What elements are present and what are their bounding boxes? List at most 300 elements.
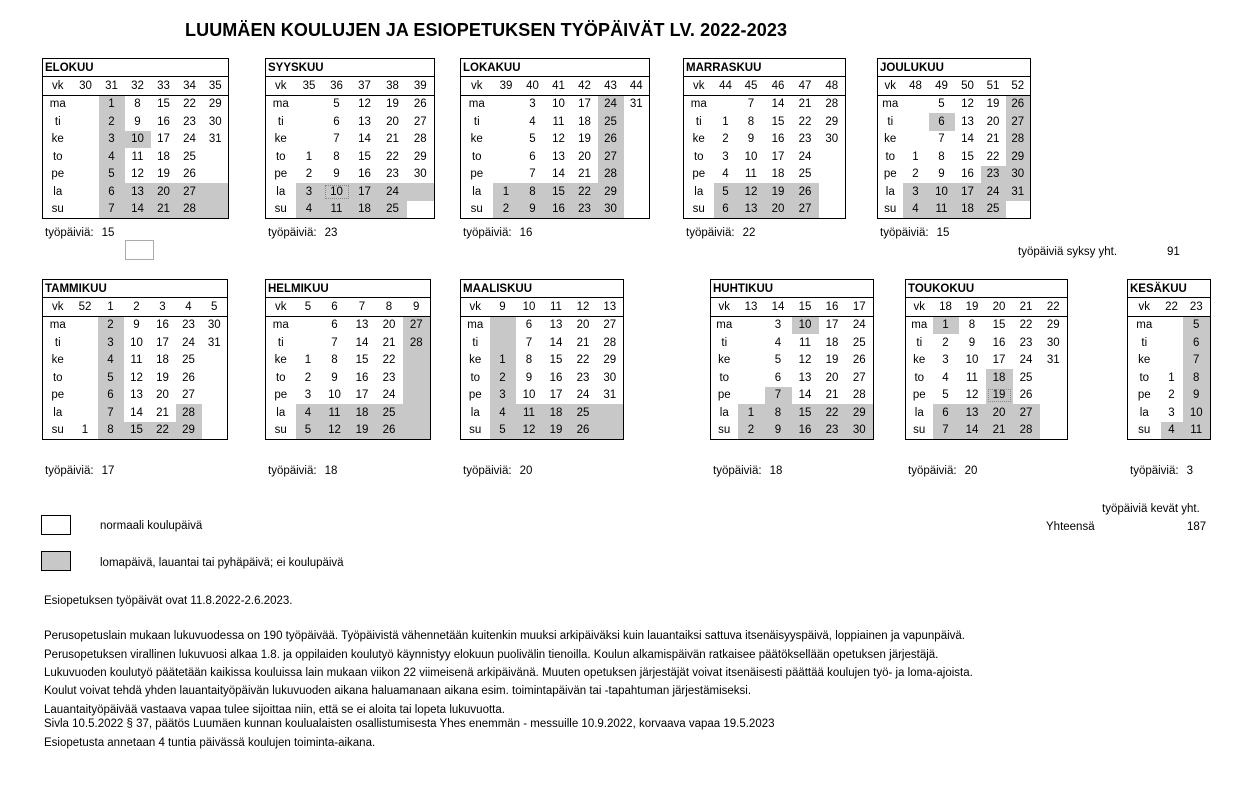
date-cell: 20 [986, 115, 1000, 128]
date-cell: 8 [968, 319, 976, 332]
day-label: su [1138, 424, 1151, 437]
date-cell: 27 [182, 389, 195, 402]
date-cell: 13 [552, 150, 565, 163]
grand-total-label: Yhteensä [1046, 521, 1095, 533]
date-cell: 15 [546, 183, 572, 201]
date-cell [714, 95, 738, 113]
week-number: 52 [1006, 77, 1031, 96]
date-cell: 16 [156, 319, 169, 332]
day-row [1128, 316, 1211, 334]
workdays-label: työpäiviä: [45, 465, 94, 477]
date-cell: 23 [1019, 336, 1033, 349]
week-number: 52 [73, 298, 98, 317]
date-cell: 31 [207, 336, 221, 349]
date-cell: 27 [792, 201, 819, 219]
date-cell: 4 [99, 148, 125, 166]
day-row [1128, 352, 1211, 370]
week-label: vk [878, 77, 903, 96]
month-name: TOUKOKUU [906, 280, 1068, 298]
week-number: 36 [323, 77, 351, 96]
date-cell: 6 [1183, 334, 1211, 352]
week-label: vk [461, 298, 490, 317]
spacer-box [125, 240, 154, 260]
date-cell: 17 [351, 183, 379, 201]
date-cell: 16 [961, 168, 974, 181]
day-label: ke [470, 133, 483, 146]
date-cell: 11 [516, 404, 543, 422]
date-cell: 8 [134, 98, 141, 111]
day-label: ke [51, 354, 64, 367]
date-cell: 11 [799, 336, 811, 349]
day-row [266, 369, 431, 387]
day-row [266, 201, 435, 219]
date-cell [403, 369, 431, 387]
day-row [43, 113, 229, 131]
date-cell [73, 201, 99, 219]
day-label: ma [272, 98, 289, 111]
workdays-value: 22 [742, 227, 756, 239]
date-cell [202, 404, 228, 422]
date-cell: 20 [578, 150, 591, 163]
date-cell: 20 [825, 371, 839, 384]
month-name: ELOKUU [43, 59, 229, 77]
date-cell: 7 [938, 133, 945, 146]
month-6 [265, 279, 431, 440]
day-label: su [51, 424, 64, 437]
date-cell: 4 [529, 115, 536, 128]
date-cell: 30 [846, 422, 874, 440]
date-cell: 15 [992, 319, 1006, 332]
date-cell: 30 [208, 115, 222, 128]
date-cell: 26 [413, 98, 427, 111]
date-cell [738, 334, 765, 352]
date-cell: 30 [603, 371, 617, 384]
date-cell: 30 [207, 319, 221, 332]
week-label: vk [684, 77, 714, 96]
date-cell [73, 369, 98, 387]
date-cell [1040, 404, 1068, 422]
date-cell [73, 113, 99, 131]
day-row [878, 131, 1031, 149]
day-row [684, 201, 846, 219]
date-cell: 21 [986, 133, 1000, 146]
day-row [43, 95, 229, 113]
workdays-label: työpäiviä: [268, 227, 317, 239]
date-cell: 27 [1013, 404, 1040, 422]
date-cell: 12 [516, 422, 543, 440]
day-label: ke [692, 133, 705, 146]
month-1 [265, 58, 435, 219]
day-row [43, 183, 229, 201]
date-cell: 13 [959, 404, 986, 422]
date-cell: 25 [570, 404, 597, 422]
date-cell: 2 [738, 422, 765, 440]
day-label: su [469, 424, 482, 437]
date-cell: 31 [208, 133, 222, 146]
date-cell: 23 [386, 168, 399, 181]
day-row [684, 148, 846, 166]
date-cell: 23 [183, 115, 196, 128]
day-row [266, 404, 431, 422]
date-cell: 26 [1019, 389, 1033, 402]
day-label: pe [1137, 389, 1151, 402]
day-row [461, 369, 624, 387]
day-label: ma [716, 319, 733, 332]
workdays-value: 3 [1186, 465, 1193, 477]
date-cell: 3 [304, 389, 312, 402]
date-cell: 19 [986, 387, 1013, 405]
date-cell: 20 [986, 404, 1013, 422]
day-row [461, 201, 650, 219]
date-cell: 20 [386, 115, 399, 128]
autumn-total-value: 91 [1167, 246, 1180, 258]
workdays-value: 23 [324, 227, 338, 239]
date-cell [1006, 201, 1031, 219]
date-cell [296, 334, 321, 352]
date-cell: 18 [156, 354, 169, 367]
week-number: 7 [349, 298, 376, 317]
date-cell: 4 [1161, 422, 1183, 440]
day-row [266, 334, 431, 352]
date-cell: 5 [714, 183, 738, 201]
week-number: 43 [598, 77, 624, 96]
month-name: KESÄKUU [1128, 280, 1211, 298]
month-table [42, 58, 229, 219]
week-number: 47 [792, 77, 819, 96]
day-row [878, 95, 1031, 113]
date-cell: 25 [1019, 371, 1033, 384]
grand-total-value: 187 [1187, 521, 1207, 533]
day-row [461, 387, 624, 405]
date-cell: 14 [959, 422, 986, 440]
date-cell: 22 [1019, 319, 1033, 332]
month-table [1127, 279, 1211, 440]
day-row [684, 131, 846, 149]
date-cell: 12 [961, 98, 974, 111]
spring-total-label: työpäiviä kevät yht. [1102, 503, 1200, 515]
week-label: vk [43, 298, 73, 317]
day-label: la [472, 185, 482, 198]
note-school-year-end: Lukuvuoden koulutyö päätetään kaikissa kouluissa lain mukaan viikon 22 viimeisenä arkipäivänä. Muuten opetuksen järjestäjät voivat itsenäisesti päättää koulujen työ- ja loma-ajoista. [44, 667, 973, 679]
date-cell: 8 [1183, 369, 1211, 387]
date-cell: 12 [798, 354, 812, 367]
date-cell: 27 [852, 371, 866, 384]
date-cell: 24 [576, 389, 590, 402]
date-cell: 6 [929, 113, 955, 131]
date-cell [202, 352, 228, 370]
date-cell: 26 [376, 422, 403, 440]
date-cell: 11 [745, 168, 757, 181]
day-row [461, 113, 650, 131]
date-cell: 22 [183, 98, 196, 111]
day-label: ke [913, 354, 926, 367]
day-row [711, 316, 874, 334]
day-label: ma [49, 98, 66, 111]
date-cell: 3 [98, 334, 124, 352]
day-label: su [692, 203, 705, 216]
date-cell [597, 404, 624, 422]
week-number: 13 [738, 298, 765, 317]
date-cell: 17 [771, 150, 785, 163]
day-row [711, 404, 874, 422]
month-table [265, 279, 431, 440]
date-cell: 6 [99, 183, 125, 201]
day-row [878, 183, 1031, 201]
day-label: pe [883, 168, 897, 181]
date-cell: 29 [413, 150, 427, 163]
week-number: 41 [546, 77, 572, 96]
date-cell: 29 [846, 404, 874, 422]
date-cell: 5 [938, 98, 945, 111]
week-number: 48 [903, 77, 929, 96]
date-cell: 1 [304, 354, 312, 367]
day-row [1128, 387, 1211, 405]
date-cell [73, 404, 98, 422]
day-label: ma [272, 319, 289, 332]
date-cell: 10 [328, 389, 341, 402]
date-cell: 29 [598, 183, 624, 201]
date-cell: 7 [99, 201, 125, 219]
month-table [710, 279, 874, 440]
workdays-count [1130, 465, 1193, 477]
workdays-value: 15 [936, 227, 950, 239]
date-cell [1161, 352, 1183, 370]
date-cell [407, 201, 435, 219]
date-cell [819, 166, 846, 184]
day-label: pe [692, 168, 706, 181]
date-cell: 10 [929, 183, 955, 201]
date-cell: 8 [333, 150, 340, 163]
workdays-count [268, 465, 337, 477]
week-label: vk [461, 77, 493, 96]
day-label: ti [887, 115, 894, 128]
date-cell: 1 [933, 316, 959, 334]
note-saturday-workday: Koulut voivat tehdä yhden lauantaityöpäivän lukuvuoden aikana haluamanaan aikana esim. toimintapäivän tai -tapahtuman järjestämiseksi. [44, 685, 752, 697]
date-cell: 27 [403, 316, 431, 334]
date-cell [73, 183, 99, 201]
day-row [266, 166, 435, 184]
day-label: su [51, 203, 64, 216]
day-row [43, 166, 229, 184]
date-cell: 21 [576, 336, 590, 349]
date-cell: 11 [323, 201, 351, 219]
date-cell: 13 [798, 371, 812, 384]
week-number: 4 [176, 298, 202, 317]
day-row [1128, 404, 1211, 422]
date-cell: 8 [765, 404, 792, 422]
week-number: 45 [738, 77, 765, 96]
date-cell [624, 131, 650, 149]
day-row [43, 316, 228, 334]
week-number: 30 [73, 77, 99, 96]
day-row [906, 422, 1068, 440]
date-cell: 3 [490, 387, 516, 405]
day-label: ma [467, 319, 484, 332]
month-table [460, 279, 624, 440]
month-table [905, 279, 1068, 440]
date-cell: 5 [99, 166, 125, 184]
workdays-value: 18 [324, 465, 338, 477]
date-cell: 22 [150, 422, 176, 440]
date-cell [738, 369, 765, 387]
week-label: vk [266, 298, 296, 317]
week-number: 5 [202, 298, 228, 317]
date-cell: 7 [529, 168, 536, 181]
date-cell: 21 [156, 406, 169, 419]
workdays-label: työpäiviä: [713, 465, 762, 477]
date-cell [1161, 316, 1183, 334]
date-cell: 17 [157, 133, 170, 146]
day-row [461, 183, 650, 201]
day-row [906, 369, 1068, 387]
day-label: ma [468, 98, 485, 111]
date-cell: 19 [986, 98, 1000, 111]
note-preschool-hours: Esiopetusta annetaan 4 tuntia päivässä koulujen toiminta-aikana. [44, 737, 376, 749]
date-cell: 21 [386, 133, 399, 146]
day-row [711, 334, 874, 352]
date-cell: 24 [183, 133, 196, 146]
month-4 [877, 58, 1031, 219]
workdays-count [45, 227, 114, 239]
date-cell: 6 [529, 150, 536, 163]
date-cell: 3 [296, 183, 323, 201]
date-cell: 27 [603, 319, 617, 332]
day-label: su [470, 203, 483, 216]
date-cell: 3 [903, 183, 929, 201]
date-cell: 8 [747, 115, 755, 128]
month-name: SYYSKUU [266, 59, 435, 77]
date-cell [493, 95, 520, 113]
week-number: 51 [981, 77, 1006, 96]
week-number: 8 [376, 298, 403, 317]
date-cell [203, 148, 229, 166]
day-label: ma [1136, 319, 1153, 332]
date-cell: 27 [598, 148, 624, 166]
date-cell [73, 352, 98, 370]
date-cell [493, 166, 520, 184]
date-cell: 11 [1183, 422, 1211, 440]
date-cell: 13 [549, 319, 563, 332]
date-cell: 24 [981, 183, 1006, 201]
date-cell [738, 316, 765, 334]
date-cell: 4 [774, 336, 782, 349]
date-cell: 29 [825, 115, 839, 128]
date-cell [490, 334, 516, 352]
workdays-label: työpäiviä: [880, 227, 929, 239]
date-cell: 6 [714, 201, 738, 219]
date-cell: 7 [525, 336, 533, 349]
date-cell: 20 [156, 389, 169, 402]
day-label: pe [470, 168, 484, 181]
month-name: LOKAKUU [461, 59, 650, 77]
date-cell: 16 [355, 371, 369, 384]
day-label: ti [277, 115, 284, 128]
date-cell [403, 352, 431, 370]
week-number: 18 [933, 298, 959, 317]
date-cell: 27 [1006, 113, 1031, 131]
week-number: 12 [570, 298, 597, 317]
date-cell: 29 [208, 98, 222, 111]
workdays-count [463, 465, 532, 477]
day-label: to [914, 371, 925, 384]
date-cell: 12 [965, 389, 979, 402]
day-label: to [693, 150, 704, 163]
date-cell: 16 [358, 168, 371, 181]
date-cell [203, 201, 229, 219]
week-number: 20 [986, 298, 1013, 317]
note-workdays-law: Perusopetuslain mukaan lukuvuodessa on 190 työpäivää. Työpäivistä vähennetään kuitenkin muuksi arkipäiväksi kuin lauantaiksi sattuva itsenäisyyspäivä, loppiainen ja vapunpäivä. [44, 630, 965, 642]
date-cell [73, 334, 98, 352]
week-number: 6 [321, 298, 349, 317]
date-cell: 10 [130, 336, 143, 349]
day-label: ti [472, 336, 479, 349]
day-row [1128, 422, 1211, 440]
note-sivla-decision: Sivla 10.5.2022 § 37, päätös Luumäen kunnan koulualaisten osallistumisesta Yhes enemmän - messuille 10.9.2022, korvaava vapaa 19.5.2023 [44, 718, 775, 730]
date-cell: 11 [130, 354, 143, 367]
date-cell: 19 [825, 354, 839, 367]
legend-holiday-label: lomapäivä, lauantai tai pyhäpäivä; ei koulupäivä [100, 557, 344, 569]
week-number: 15 [792, 298, 819, 317]
week-number: 9 [403, 298, 431, 317]
date-cell: 2 [912, 168, 919, 181]
week-number: 33 [151, 77, 177, 96]
week-number: 35 [203, 77, 229, 96]
date-cell: 27 [413, 115, 427, 128]
day-label: to [1139, 371, 1150, 384]
week-number: 40 [520, 77, 546, 96]
day-label: su [274, 424, 287, 437]
day-label: la [276, 406, 286, 419]
date-cell: 1 [490, 352, 516, 370]
date-cell: 28 [176, 404, 202, 422]
date-cell [73, 131, 99, 149]
week-number: 34 [177, 77, 203, 96]
date-cell: 1 [738, 404, 765, 422]
date-cell: 13 [358, 115, 371, 128]
day-row [43, 131, 229, 149]
month-3 [683, 58, 846, 219]
date-cell: 28 [825, 98, 839, 111]
date-cell: 6 [933, 404, 959, 422]
date-cell: 17 [825, 319, 839, 332]
day-label: ma [882, 98, 899, 111]
date-cell: 4 [942, 371, 949, 384]
date-cell: 6 [98, 387, 124, 405]
date-cell: 9 [968, 336, 976, 349]
date-cell: 18 [543, 404, 570, 422]
date-cell: 24 [379, 183, 407, 201]
date-cell [73, 148, 99, 166]
date-cell: 11 [929, 201, 955, 219]
week-number: 44 [714, 77, 738, 96]
date-cell [738, 387, 765, 405]
day-row [461, 131, 650, 149]
month-0 [42, 58, 229, 219]
day-row [43, 148, 229, 166]
date-cell: 20 [151, 183, 177, 201]
date-cell: 23 [572, 201, 598, 219]
date-cell [202, 387, 228, 405]
date-cell [819, 183, 846, 201]
date-cell: 15 [961, 150, 974, 163]
date-cell [202, 369, 228, 387]
date-cell: 25 [376, 404, 403, 422]
day-label: ti [473, 115, 480, 128]
date-cell [1161, 334, 1183, 352]
week-label: vk [43, 77, 73, 96]
workdays-value: 18 [769, 465, 783, 477]
workdays-value: 20 [964, 465, 978, 477]
